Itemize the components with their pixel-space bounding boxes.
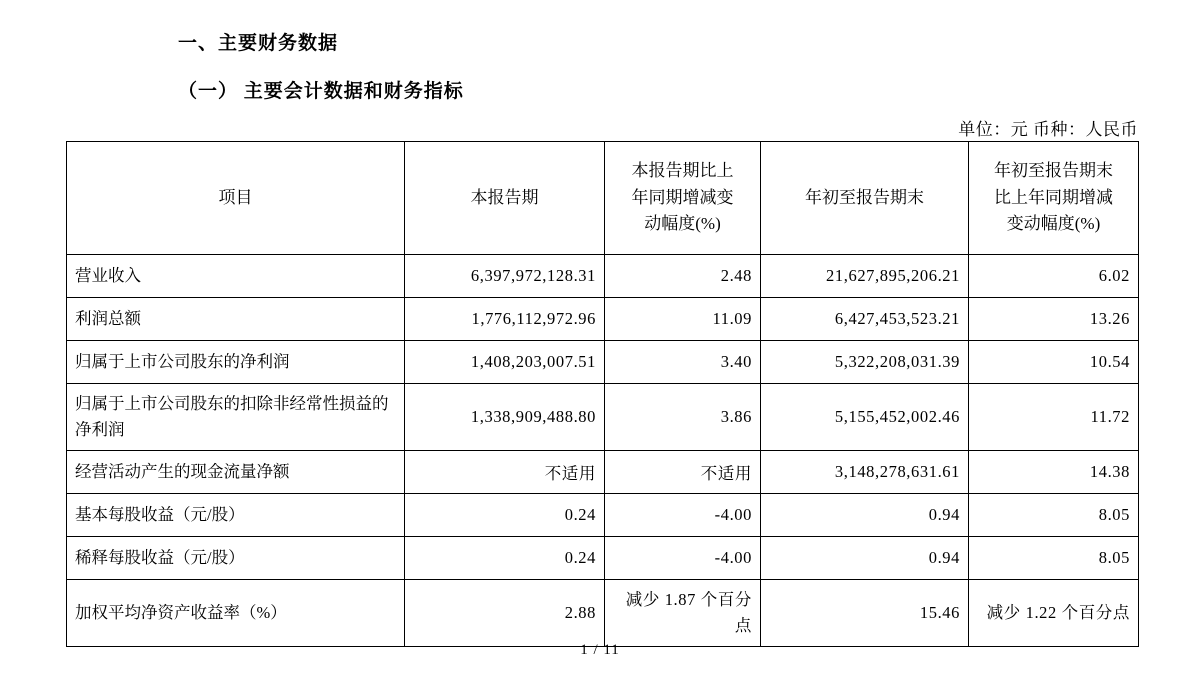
row-ytd-change: 13.26 xyxy=(969,298,1139,341)
row-current-change: -4.00 xyxy=(605,494,761,537)
row-ytd-change: 减少 1.22 个百分点 xyxy=(969,580,1139,647)
row-current-change: 11.09 xyxy=(605,298,761,341)
row-label: 归属于上市公司股东的净利润 xyxy=(67,341,405,384)
row-ytd-value: 0.94 xyxy=(761,494,969,537)
table-row xyxy=(67,580,1139,647)
table-row xyxy=(67,537,1139,580)
table-row xyxy=(67,494,1139,537)
header-ytd-change xyxy=(969,142,1139,255)
row-label: 加权平均净资产收益率（%） xyxy=(67,580,405,647)
table-row xyxy=(67,451,1139,494)
row-label: 稀释每股收益（元/股） xyxy=(67,537,405,580)
row-ytd-value: 3,148,278,631.61 xyxy=(761,451,969,494)
row-current-value: 6,397,972,128.31 xyxy=(405,255,605,298)
row-current-value: 2.88 xyxy=(405,580,605,647)
row-label: 利润总额 xyxy=(67,298,405,341)
row-ytd-change: 6.02 xyxy=(969,255,1139,298)
unit-currency-note: 单位：元 币种：人民币 xyxy=(958,120,1138,139)
header-ytd-change-line1: 年初至报告期末 xyxy=(994,161,1113,181)
row-label: 基本每股收益（元/股） xyxy=(67,494,405,537)
row-current-change: 3.40 xyxy=(605,341,761,384)
row-current-value: 1,338,909,488.80 xyxy=(405,384,605,451)
row-ytd-value: 15.46 xyxy=(761,580,969,647)
row-current-change: 2.48 xyxy=(605,255,761,298)
table-row xyxy=(67,384,1139,451)
row-ytd-change: 8.05 xyxy=(969,494,1139,537)
row-current-value: 不适用 xyxy=(405,451,605,494)
row-label: 经营活动产生的现金流量净额 xyxy=(67,451,405,494)
header-ytd-change-line3: 变动幅度(%) xyxy=(1006,214,1101,234)
header-ytd-change-line2: 比上年同期增减 xyxy=(994,187,1113,207)
section-heading-financial-data: 一、主要财务数据 xyxy=(178,33,339,54)
row-ytd-value: 6,427,453,523.21 xyxy=(761,298,969,341)
header-current-period: 本报告期 xyxy=(405,142,605,255)
row-current-change: 3.86 xyxy=(605,384,761,451)
header-current-change xyxy=(605,142,761,255)
row-label: 归属于上市公司股东的扣除非经常性损益的净利润 xyxy=(67,384,405,451)
financial-data-table xyxy=(66,141,1139,647)
row-ytd-value: 5,322,208,031.39 xyxy=(761,341,969,384)
row-label: 营业收入 xyxy=(67,255,405,298)
table-row xyxy=(67,298,1139,341)
row-current-change: 不适用 xyxy=(605,451,761,494)
row-current-value: 0.24 xyxy=(405,537,605,580)
header-current-change-line1: 本报告期比上 xyxy=(631,161,734,181)
row-current-value: 1,776,112,972.96 xyxy=(405,298,605,341)
header-item: 项目 xyxy=(67,142,405,255)
row-ytd-change: 8.05 xyxy=(969,537,1139,580)
page-number-footer: 1 / 11 xyxy=(580,642,620,658)
row-ytd-change: 14.38 xyxy=(969,451,1139,494)
table-header-row xyxy=(67,142,1139,255)
row-ytd-change: 10.54 xyxy=(969,341,1139,384)
header-current-change-line3: 动幅度(%) xyxy=(644,214,721,234)
table-row xyxy=(67,341,1139,384)
header-current-change-line2: 年同期增减变 xyxy=(631,187,734,207)
row-current-change: 减少 1.87 个百分点 xyxy=(605,580,761,647)
row-ytd-change: 11.72 xyxy=(969,384,1139,451)
row-current-change: -4.00 xyxy=(605,537,761,580)
header-ytd: 年初至报告期末 xyxy=(761,142,969,255)
row-ytd-value: 5,155,452,002.46 xyxy=(761,384,969,451)
subsection-heading-accounting-data: （一） 主要会计数据和财务指标 xyxy=(178,81,464,102)
row-current-value: 1,408,203,007.51 xyxy=(405,341,605,384)
row-ytd-value: 21,627,895,206.21 xyxy=(761,255,969,298)
table-row xyxy=(67,255,1139,298)
row-current-value: 0.24 xyxy=(405,494,605,537)
row-ytd-value: 0.94 xyxy=(761,537,969,580)
